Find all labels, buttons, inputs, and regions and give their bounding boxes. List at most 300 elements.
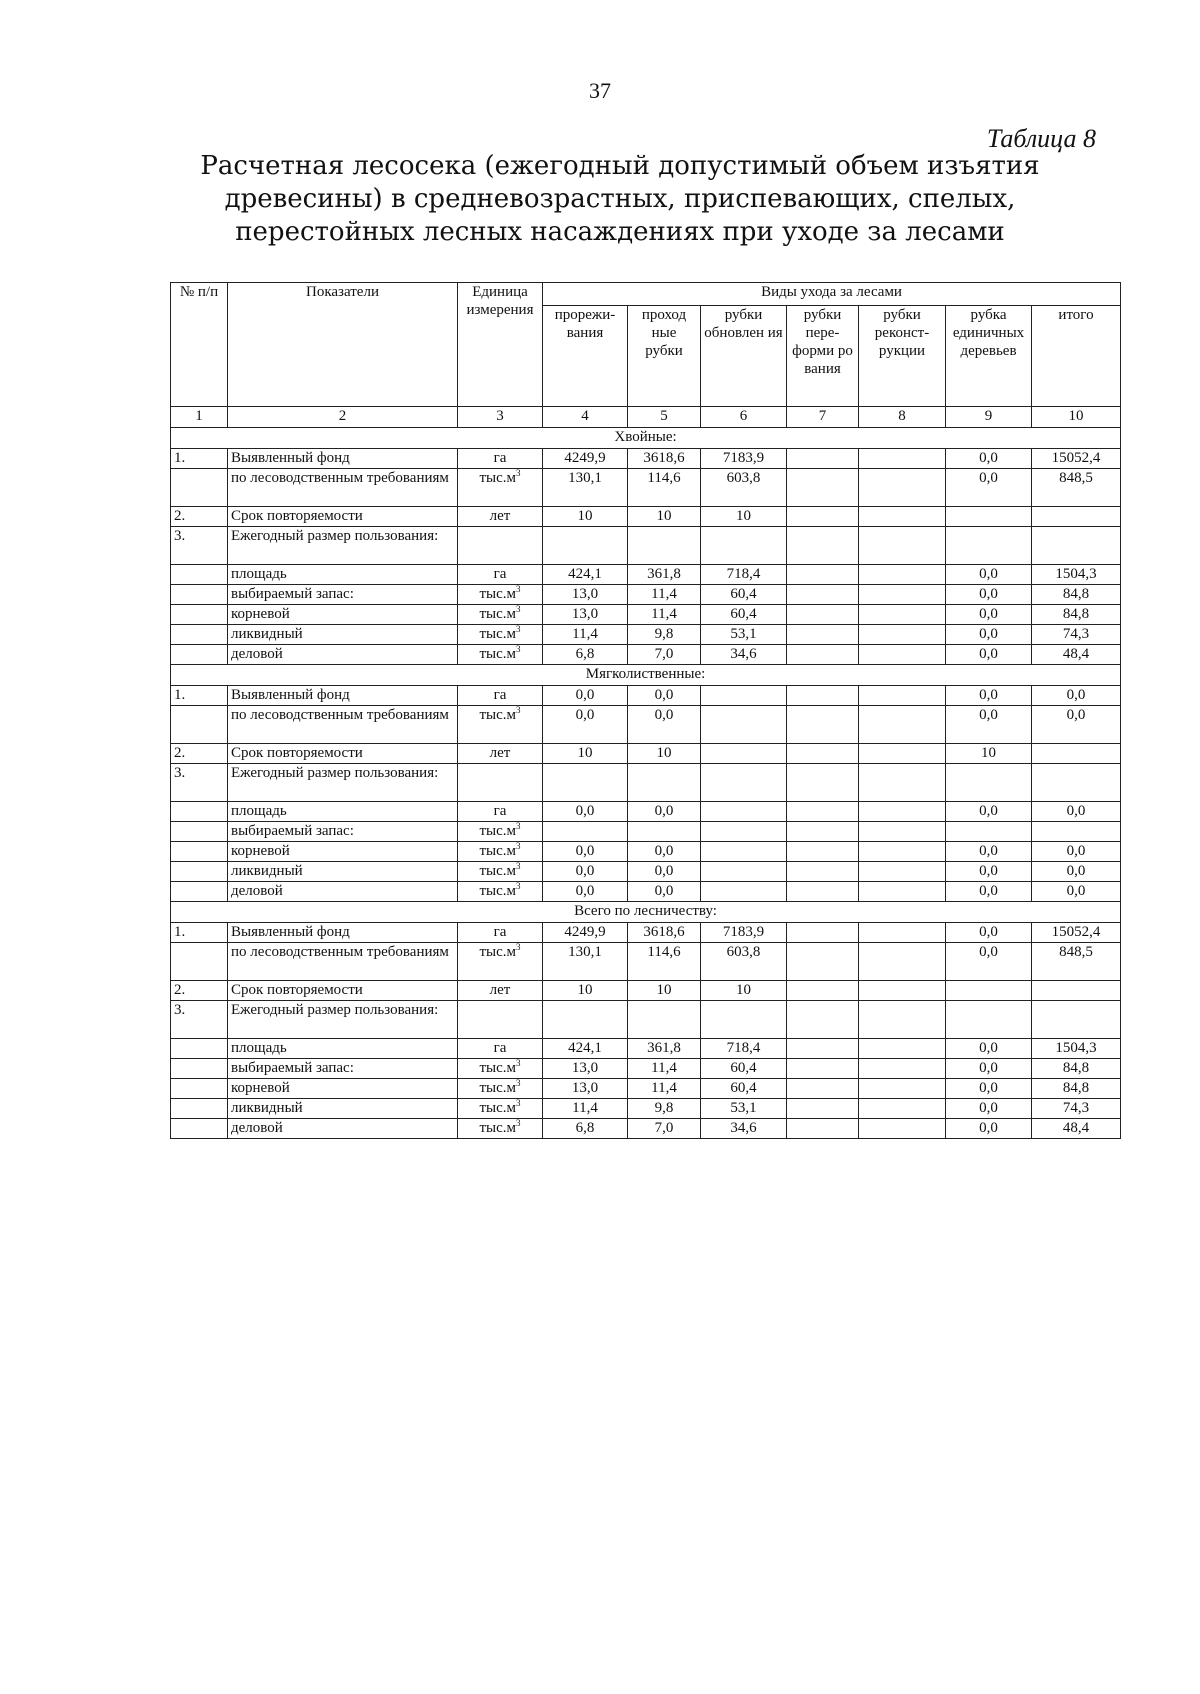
row-value <box>701 862 787 882</box>
row-value: 0,0 <box>946 1119 1032 1139</box>
row-value <box>787 585 859 605</box>
row-indicator: Ежегодный размер пользования: <box>228 764 458 802</box>
row-value <box>628 527 701 565</box>
table-label: Таблица 8 <box>986 124 1096 153</box>
table-row <box>171 981 1121 1001</box>
row-number: 3. <box>171 527 228 565</box>
row-value <box>1032 822 1121 842</box>
row-value <box>787 1059 859 1079</box>
row-value: 114,6 <box>628 943 701 981</box>
row-indicator: по лесоводственным требованиям <box>228 943 458 981</box>
row-indicator: Срок повторяемости <box>228 981 458 1001</box>
row-value <box>859 943 946 981</box>
row-value <box>946 764 1032 802</box>
header-type-reconstruction: рубки реконст-рукции <box>859 306 946 407</box>
row-value: 13,0 <box>543 1059 628 1079</box>
table-row <box>171 527 1121 565</box>
section-header-row <box>171 902 1121 923</box>
row-value <box>701 706 787 744</box>
row-value <box>946 822 1032 842</box>
row-value: 424,1 <box>543 565 628 585</box>
unit-exponent: 3 <box>516 1078 521 1088</box>
row-value <box>859 1059 946 1079</box>
row-value: 15052,4 <box>1032 923 1121 943</box>
row-value <box>859 981 946 1001</box>
row-value: 60,4 <box>701 1079 787 1099</box>
unit-exponent: 3 <box>516 821 521 831</box>
row-value: 11,4 <box>628 585 701 605</box>
table-row <box>171 744 1121 764</box>
unit-text: лет <box>489 745 511 761</box>
row-value <box>859 449 946 469</box>
row-indicator: выбираемый запас: <box>228 585 458 605</box>
row-value <box>859 527 946 565</box>
unit-exponent: 3 <box>516 604 521 614</box>
row-value <box>787 802 859 822</box>
row-value <box>859 862 946 882</box>
unit-text: тыс.м <box>479 1120 517 1136</box>
row-value: 0,0 <box>946 645 1032 665</box>
row-number: 1. <box>171 449 228 469</box>
section-header-row <box>171 665 1121 686</box>
unit-text: тыс.м <box>479 883 517 899</box>
row-value <box>859 625 946 645</box>
column-number: 1 <box>171 407 228 428</box>
row-number: 3. <box>171 1001 228 1039</box>
row-value <box>859 923 946 943</box>
row-value: 6,8 <box>543 1119 628 1139</box>
row-value: 3618,6 <box>628 923 701 943</box>
row-value: 0,0 <box>946 842 1032 862</box>
row-value: 11,4 <box>543 1099 628 1119</box>
row-value <box>859 1119 946 1139</box>
row-value <box>787 1079 859 1099</box>
row-indicator: корневой <box>228 1079 458 1099</box>
row-value <box>787 744 859 764</box>
row-number <box>171 469 228 507</box>
table-row <box>171 1039 1121 1059</box>
row-number <box>171 943 228 981</box>
row-number <box>171 585 228 605</box>
row-value: 1504,3 <box>1032 1039 1121 1059</box>
row-number <box>171 1079 228 1099</box>
row-value: 114,6 <box>628 469 701 507</box>
row-value <box>787 706 859 744</box>
row-indicator: Выявленный фонд <box>228 923 458 943</box>
row-value: 0,0 <box>946 1039 1032 1059</box>
row-value <box>787 507 859 527</box>
row-value <box>859 605 946 625</box>
row-indicator: Срок повторяемости <box>228 744 458 764</box>
row-unit <box>458 1079 543 1099</box>
row-value <box>701 882 787 902</box>
row-value: 11,4 <box>628 1059 701 1079</box>
row-value: 7,0 <box>628 1119 701 1139</box>
row-value: 0,0 <box>543 706 628 744</box>
column-number: 9 <box>946 407 1032 428</box>
row-unit <box>458 507 543 527</box>
table-row <box>171 706 1121 744</box>
column-numbers-row <box>171 407 1121 428</box>
row-value <box>787 527 859 565</box>
row-value: 0,0 <box>543 862 628 882</box>
unit-exponent: 3 <box>516 624 521 634</box>
unit-text: лет <box>489 508 511 524</box>
row-unit <box>458 686 543 706</box>
header-unit: Единица измерения <box>458 283 543 407</box>
row-value: 7,0 <box>628 645 701 665</box>
row-unit <box>458 706 543 744</box>
row-value: 0,0 <box>543 802 628 822</box>
row-value <box>859 1079 946 1099</box>
row-value <box>859 882 946 902</box>
row-value <box>859 645 946 665</box>
table-row <box>171 1059 1121 1079</box>
row-number <box>171 605 228 625</box>
row-value: 0,0 <box>543 686 628 706</box>
unit-text: га <box>493 1040 507 1056</box>
row-value <box>628 1001 701 1039</box>
header-type-reformation: рубки пере-форми ро вания <box>787 306 859 407</box>
row-value: 0,0 <box>946 923 1032 943</box>
row-value: 74,3 <box>1032 625 1121 645</box>
column-number: 5 <box>628 407 701 428</box>
unit-text: тыс.м <box>479 1060 517 1076</box>
row-value: 0,0 <box>1032 842 1121 862</box>
row-value: 13,0 <box>543 605 628 625</box>
table-row <box>171 1099 1121 1119</box>
table-row <box>171 802 1121 822</box>
row-indicator: ликвидный <box>228 625 458 645</box>
row-value: 0,0 <box>946 802 1032 822</box>
row-number: 2. <box>171 744 228 764</box>
unit-exponent: 3 <box>516 841 521 851</box>
section-header-row <box>171 428 1121 449</box>
row-value <box>859 744 946 764</box>
row-indicator: Ежегодный размер пользования: <box>228 527 458 565</box>
row-value <box>787 943 859 981</box>
row-value: 0,0 <box>1032 706 1121 744</box>
row-value <box>787 449 859 469</box>
row-value <box>859 802 946 822</box>
row-value: 34,6 <box>701 1119 787 1139</box>
row-number <box>171 862 228 882</box>
forest-harvest-table <box>170 282 1121 1139</box>
row-value: 0,0 <box>946 1059 1032 1079</box>
row-indicator: деловой <box>228 645 458 665</box>
row-value: 74,3 <box>1032 1099 1121 1119</box>
row-indicator: выбираемый запас: <box>228 1059 458 1079</box>
row-value: 130,1 <box>543 943 628 981</box>
row-value <box>787 625 859 645</box>
row-value <box>1032 981 1121 1001</box>
row-indicator: корневой <box>228 605 458 625</box>
row-number <box>171 1119 228 1139</box>
row-value <box>543 1001 628 1039</box>
row-number <box>171 1039 228 1059</box>
row-value: 848,5 <box>1032 469 1121 507</box>
row-value: 11,4 <box>628 605 701 625</box>
row-number <box>171 842 228 862</box>
row-value <box>859 842 946 862</box>
row-value: 9,8 <box>628 1099 701 1119</box>
row-value: 4249,9 <box>543 923 628 943</box>
row-unit <box>458 1059 543 1079</box>
column-number: 4 <box>543 407 628 428</box>
row-value: 0,0 <box>543 882 628 902</box>
row-value: 10 <box>543 744 628 764</box>
row-value: 4249,9 <box>543 449 628 469</box>
row-value: 0,0 <box>628 802 701 822</box>
header-type-single-trees: рубка единичных деревьев <box>946 306 1032 407</box>
row-value: 0,0 <box>628 686 701 706</box>
table-row <box>171 605 1121 625</box>
row-value <box>1032 1001 1121 1039</box>
row-unit <box>458 527 543 565</box>
row-number <box>171 882 228 902</box>
unit-text: тыс.м <box>479 707 517 723</box>
row-unit <box>458 802 543 822</box>
row-value <box>787 645 859 665</box>
row-indicator: ликвидный <box>228 1099 458 1119</box>
row-value: 7183,9 <box>701 449 787 469</box>
unit-text: тыс.м <box>479 586 517 602</box>
row-unit <box>458 981 543 1001</box>
row-value <box>859 1039 946 1059</box>
section-title: Хвойные: <box>171 428 1121 449</box>
row-unit <box>458 585 543 605</box>
row-unit <box>458 862 543 882</box>
section-title: Всего по лесничеству: <box>171 902 1121 923</box>
row-value: 0,0 <box>946 1079 1032 1099</box>
row-value <box>946 507 1032 527</box>
table-row <box>171 469 1121 507</box>
row-number <box>171 1099 228 1119</box>
row-value <box>701 527 787 565</box>
header-num: № п/п <box>171 283 228 407</box>
row-number <box>171 1059 228 1079</box>
table-row <box>171 822 1121 842</box>
table-row <box>171 1119 1121 1139</box>
row-value: 84,8 <box>1032 585 1121 605</box>
document-title: Расчетная лесосека (ежегодный допустимый объем изъятия древесины) в средневозрастных, приспевающих, спелых, перестойных лесных насаждениях при уходе за лесами <box>200 151 1040 247</box>
row-indicator: выбираемый запас: <box>228 822 458 842</box>
row-unit <box>458 882 543 902</box>
row-number: 2. <box>171 507 228 527</box>
row-value: 15052,4 <box>1032 449 1121 469</box>
row-value: 0,0 <box>946 565 1032 585</box>
row-value <box>787 1001 859 1039</box>
row-indicator: Ежегодный размер пользования: <box>228 1001 458 1039</box>
unit-text: тыс.м <box>479 646 517 662</box>
row-value <box>701 686 787 706</box>
row-value <box>787 882 859 902</box>
row-unit <box>458 605 543 625</box>
unit-text: тыс.м <box>479 1080 517 1096</box>
row-unit <box>458 943 543 981</box>
row-value: 84,8 <box>1032 1059 1121 1079</box>
unit-text: тыс.м <box>479 863 517 879</box>
row-number <box>171 565 228 585</box>
row-value: 13,0 <box>543 1079 628 1099</box>
row-value: 10 <box>628 981 701 1001</box>
row-value <box>543 527 628 565</box>
table-row <box>171 764 1121 802</box>
table-row <box>171 862 1121 882</box>
row-value: 0,0 <box>946 706 1032 744</box>
row-number <box>171 706 228 744</box>
row-value <box>1032 764 1121 802</box>
row-value: 10 <box>701 981 787 1001</box>
row-value: 10 <box>946 744 1032 764</box>
column-number: 10 <box>1032 407 1121 428</box>
row-number: 1. <box>171 686 228 706</box>
row-value <box>859 1099 946 1119</box>
unit-text: га <box>493 803 507 819</box>
row-indicator: по лесоводственным требованиям <box>228 469 458 507</box>
row-value <box>859 822 946 842</box>
row-value: 0,0 <box>543 842 628 862</box>
row-value: 0,0 <box>946 469 1032 507</box>
row-value: 10 <box>543 507 628 527</box>
unit-exponent: 3 <box>516 468 521 478</box>
row-value <box>787 822 859 842</box>
row-value: 13,0 <box>543 585 628 605</box>
row-value: 60,4 <box>701 605 787 625</box>
row-unit <box>458 625 543 645</box>
row-value <box>787 1119 859 1139</box>
row-value <box>787 764 859 802</box>
row-value <box>701 744 787 764</box>
row-value: 9,8 <box>628 625 701 645</box>
row-value <box>859 507 946 527</box>
header-type-passing: проход ные рубки <box>628 306 701 407</box>
row-value: 11,4 <box>628 1079 701 1099</box>
row-value <box>859 565 946 585</box>
header-row-1 <box>171 283 1121 306</box>
row-value <box>543 764 628 802</box>
row-value: 60,4 <box>701 1059 787 1079</box>
unit-text: тыс.м <box>479 823 517 839</box>
row-value: 0,0 <box>946 882 1032 902</box>
row-value: 0,0 <box>946 449 1032 469</box>
row-value: 6,8 <box>543 645 628 665</box>
row-value <box>859 764 946 802</box>
row-number: 2. <box>171 981 228 1001</box>
row-value <box>787 1039 859 1059</box>
table-row <box>171 882 1121 902</box>
row-value <box>701 802 787 822</box>
row-value <box>787 862 859 882</box>
column-number: 2 <box>228 407 458 428</box>
row-value: 0,0 <box>628 842 701 862</box>
row-value: 53,1 <box>701 625 787 645</box>
row-indicator: по лесоводственным требованиям <box>228 706 458 744</box>
row-value <box>787 686 859 706</box>
row-value <box>787 923 859 943</box>
row-value: 11,4 <box>543 625 628 645</box>
row-value: 848,5 <box>1032 943 1121 981</box>
unit-text: тыс.м <box>479 626 517 642</box>
row-value: 0,0 <box>946 686 1032 706</box>
row-indicator: корневой <box>228 842 458 862</box>
row-value <box>946 1001 1032 1039</box>
row-unit <box>458 822 543 842</box>
table-row <box>171 1079 1121 1099</box>
row-value: 718,4 <box>701 1039 787 1059</box>
row-value: 0,0 <box>1032 802 1121 822</box>
row-indicator: деловой <box>228 1119 458 1139</box>
row-indicator: Выявленный фонд <box>228 686 458 706</box>
table-row <box>171 923 1121 943</box>
unit-text: тыс.м <box>479 606 517 622</box>
row-value: 0,0 <box>946 605 1032 625</box>
row-value <box>787 1099 859 1119</box>
row-value: 361,8 <box>628 565 701 585</box>
table-row <box>171 625 1121 645</box>
row-value <box>543 822 628 842</box>
section-title: Мягколиственные: <box>171 665 1121 686</box>
table-row <box>171 686 1121 706</box>
row-value: 60,4 <box>701 585 787 605</box>
row-value <box>859 686 946 706</box>
row-value: 1504,3 <box>1032 565 1121 585</box>
unit-exponent: 3 <box>516 1118 521 1128</box>
row-value <box>628 822 701 842</box>
row-value: 718,4 <box>701 565 787 585</box>
row-indicator: Срок повторяемости <box>228 507 458 527</box>
row-value: 0,0 <box>1032 686 1121 706</box>
unit-text: тыс.м <box>479 470 517 486</box>
row-value: 0,0 <box>628 706 701 744</box>
table-row <box>171 842 1121 862</box>
table-row <box>171 565 1121 585</box>
unit-exponent: 3 <box>516 1098 521 1108</box>
row-value <box>787 981 859 1001</box>
row-value <box>701 1001 787 1039</box>
row-value <box>787 469 859 507</box>
unit-text: га <box>493 566 507 582</box>
row-indicator: ликвидный <box>228 862 458 882</box>
row-value: 48,4 <box>1032 1119 1121 1139</box>
row-value <box>701 842 787 862</box>
row-number <box>171 625 228 645</box>
row-value <box>787 565 859 585</box>
unit-text: га <box>493 687 507 703</box>
row-value: 361,8 <box>628 1039 701 1059</box>
row-value <box>1032 507 1121 527</box>
row-value <box>946 981 1032 1001</box>
row-unit <box>458 1039 543 1059</box>
row-number: 1. <box>171 923 228 943</box>
row-value: 0,0 <box>946 862 1032 882</box>
row-indicator: площадь <box>228 802 458 822</box>
row-unit <box>458 842 543 862</box>
row-unit <box>458 744 543 764</box>
row-value <box>701 764 787 802</box>
row-value: 0,0 <box>946 1099 1032 1119</box>
row-value: 10 <box>701 507 787 527</box>
row-value <box>1032 527 1121 565</box>
table-row <box>171 943 1121 981</box>
header-type-total: итого <box>1032 306 1121 407</box>
row-value <box>859 706 946 744</box>
row-value: 0,0 <box>628 862 701 882</box>
header-care-types: Виды ухода за лесами <box>543 283 1121 306</box>
unit-text: га <box>493 450 507 466</box>
row-value: 53,1 <box>701 1099 787 1119</box>
header-indicators: Показатели <box>228 283 458 407</box>
